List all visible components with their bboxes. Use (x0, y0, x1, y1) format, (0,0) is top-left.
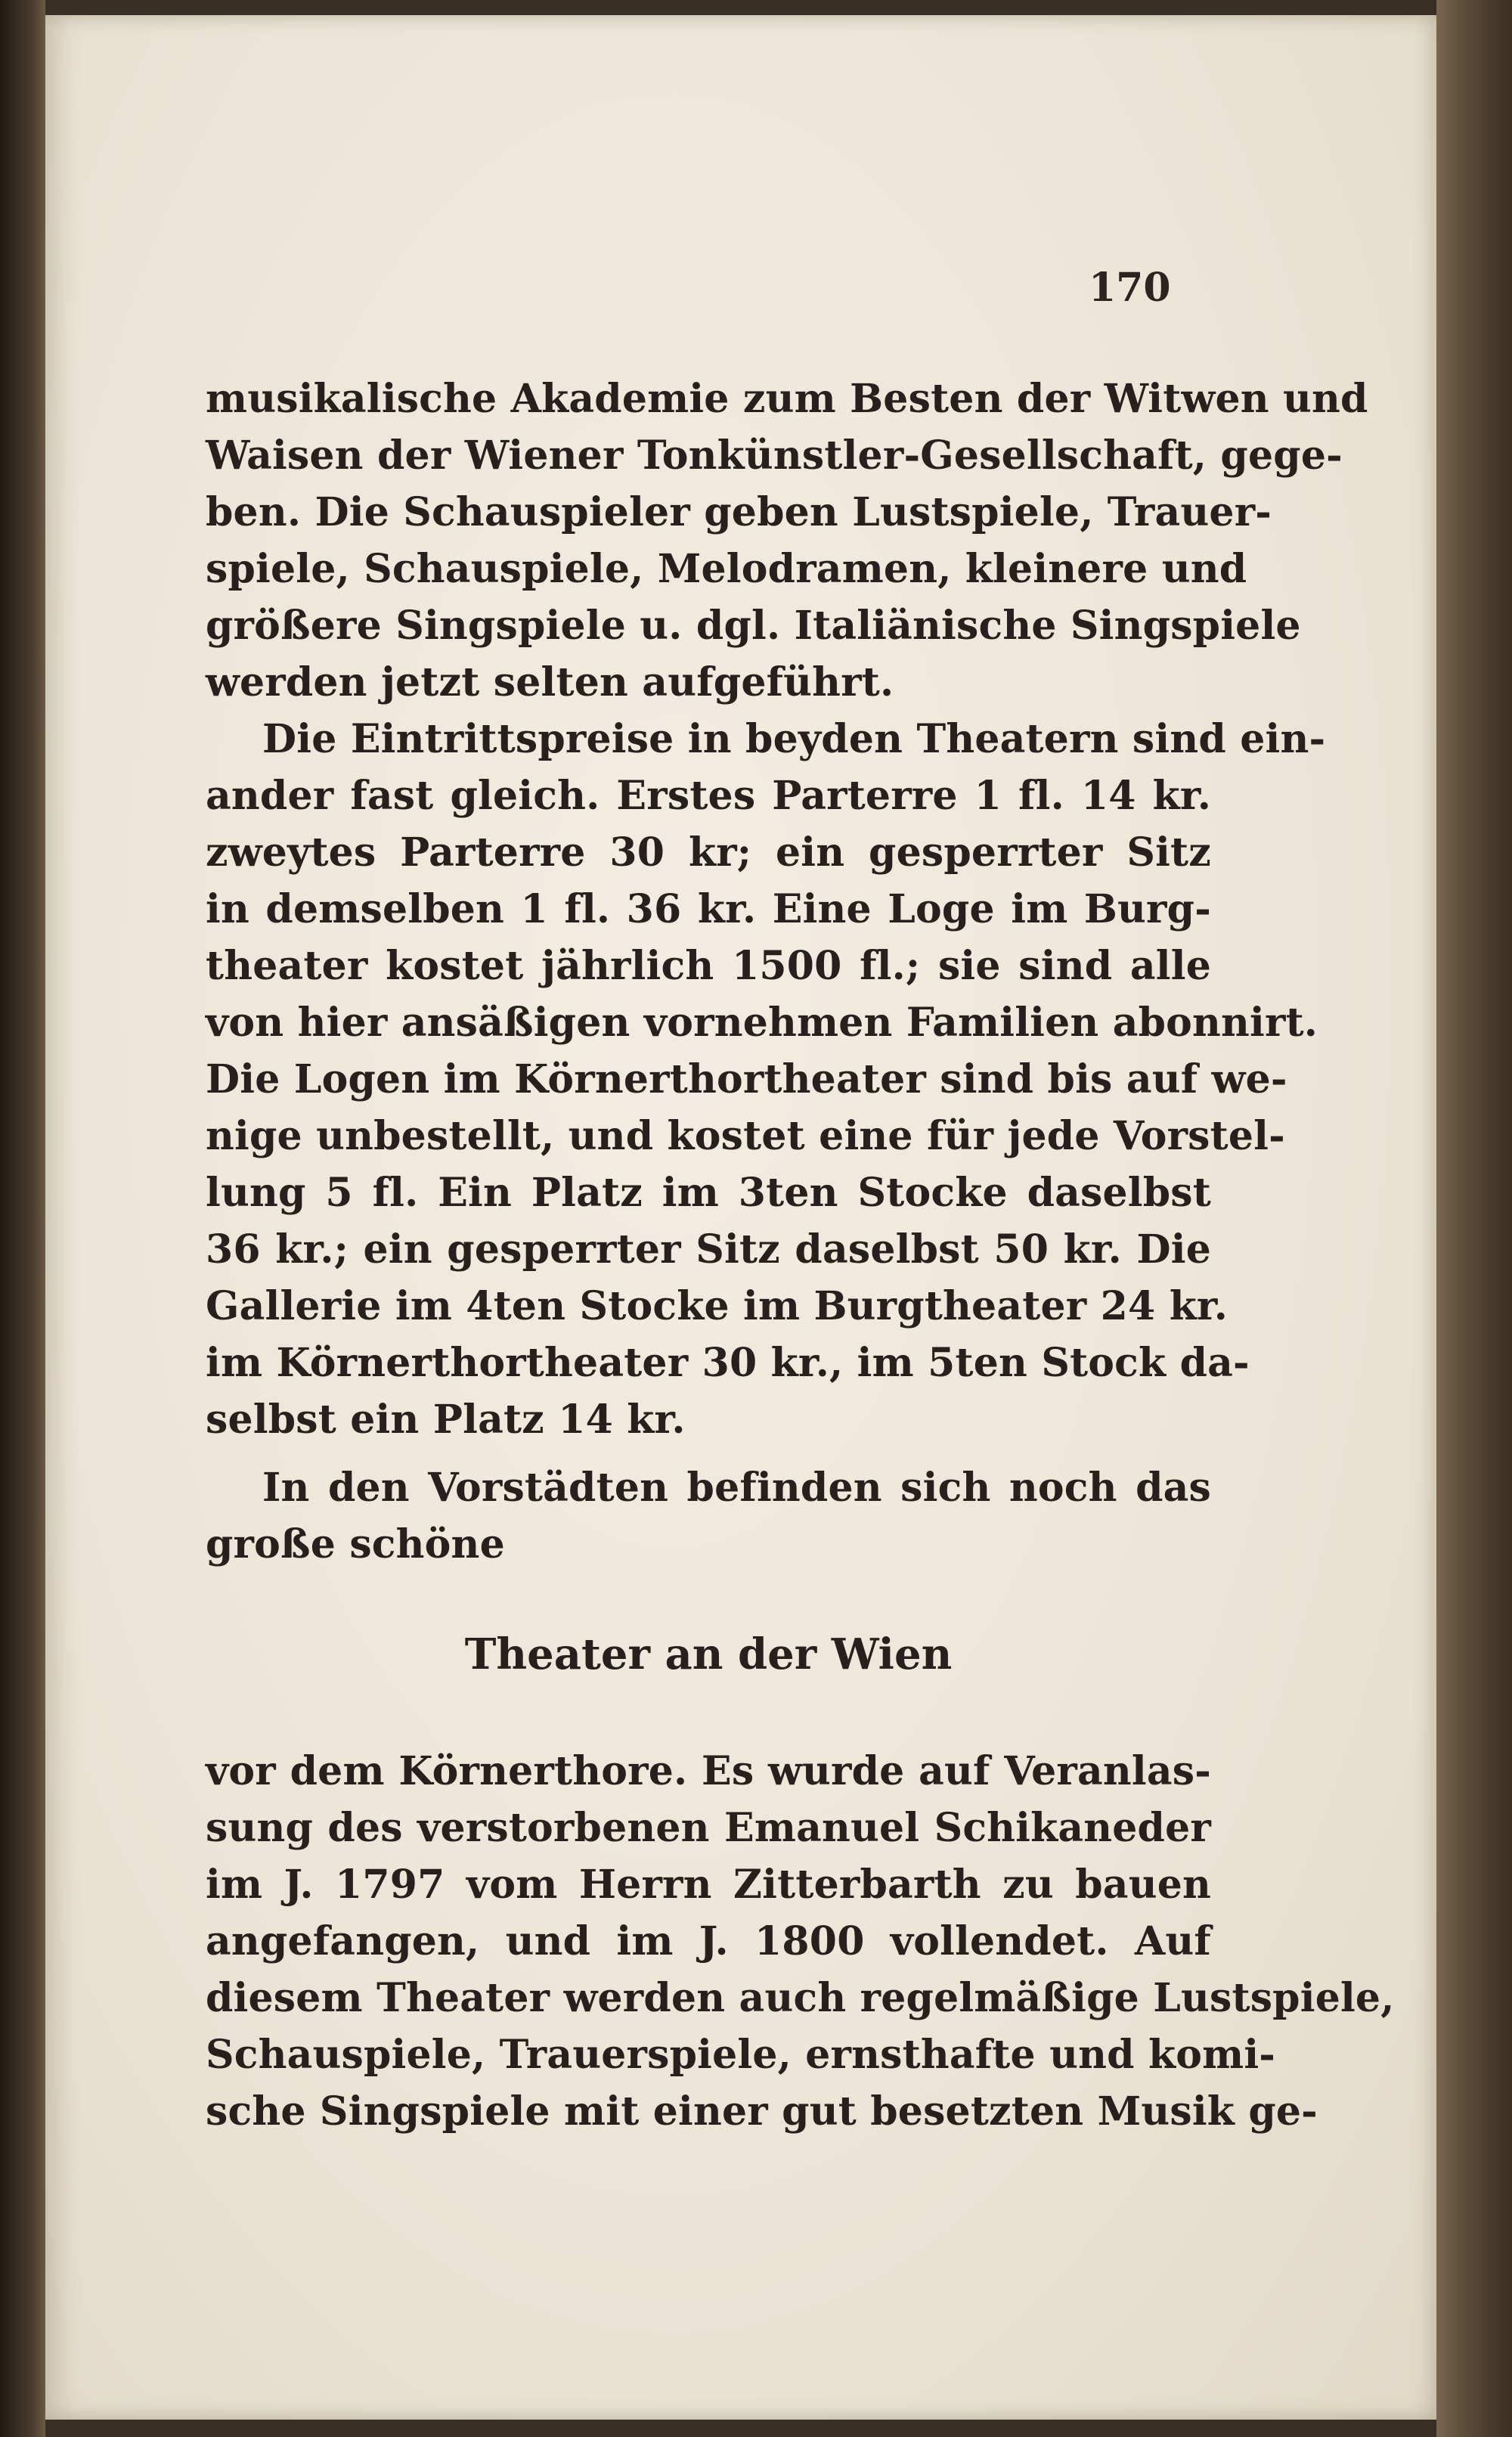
paragraph-2 (206, 711, 1326, 1448)
text-line: selbst ein Platz 14 kr. (206, 1397, 686, 1443)
text-line: spiele, Schauspiele, Melodramen, kleinere und (206, 546, 1247, 592)
text-line: theater kostet jährlich 1500 fl.; sie sind alle (206, 943, 1211, 989)
text-line: Gallerie im 4ten Stocke im Burgtheater 24 kr. (206, 1283, 1228, 1329)
text-line: diesem Theater werden auch regelmäßige Lustspiele, (206, 1975, 1395, 2021)
text-line: Waisen der Wiener Tonkünstler-Gesellschaft, gege- (206, 433, 1343, 479)
paragraph-4 (206, 1743, 1395, 2140)
book-binding (0, 0, 45, 2437)
page-number: 170 (1089, 265, 1171, 311)
text-line: große schöne (206, 1521, 505, 1567)
text-line: ander fast gleich. Erstes Parterre 1 fl. 14 kr. (206, 773, 1211, 819)
text-line: sche Singspiele mit einer gut besetzten Musik ge- (206, 2088, 1318, 2135)
section-heading: Theater an der Wien (464, 1629, 953, 1679)
text-line: Schauspiele, Trauerspiele, ernsthafte und komi- (206, 2032, 1276, 2078)
book-page (45, 15, 1436, 2420)
text-line: zweytes Parterre 30 kr; ein gesperrter Sitz (206, 829, 1211, 876)
text-line: nige unbestellt, und kostet eine für jede Vorstel- (206, 1113, 1285, 1159)
text-line: größere Singspiele u. dgl. Italiänische Singspiele (206, 603, 1301, 649)
text-line: sung des verstorbenen Emanuel Schikaneder (206, 1805, 1211, 1851)
text-line: ben. Die Schauspieler geben Lustspiele, Trauer- (206, 489, 1272, 535)
text-line: lung 5 fl. Ein Platz im 3ten Stocke daselbst (206, 1170, 1211, 1216)
text-line: werden jetzt selten aufgeführt. (206, 659, 894, 705)
paragraph-1 (206, 371, 1368, 711)
text-line: Die Eintrittspreise in beyden Theatern sind ein- (262, 716, 1326, 762)
paragraph-3 (206, 1459, 1211, 1573)
text-line: Die Logen im Körnerthortheater sind bis auf we- (206, 1056, 1287, 1102)
text-line: von hier ansäßigen vornehmen Familien abonnirt. (206, 1000, 1318, 1046)
text-line: im J. 1797 vom Herrn Zitterbarth zu bauen (206, 1862, 1211, 1908)
text-line: vor dem Körnerthore. Es wurde auf Veranlas- (206, 1748, 1211, 1794)
text-line: musikalische Akademie zum Besten der Witwen und (206, 376, 1368, 422)
page-edges (1436, 0, 1512, 2437)
text-line: im Körnerthortheater 30 kr., im 5ten Stock da- (206, 1340, 1250, 1386)
text-line: In den Vorstädten befinden sich noch das (262, 1465, 1211, 1511)
text-line: angefangen, und im J. 1800 vollendet. Auf (206, 1918, 1211, 1964)
text-line: 36 kr.; ein gesperrter Sitz daselbst 50 kr. Die (206, 1226, 1211, 1273)
text-line: in demselben 1 fl. 36 kr. Eine Loge im Burg- (206, 886, 1211, 932)
